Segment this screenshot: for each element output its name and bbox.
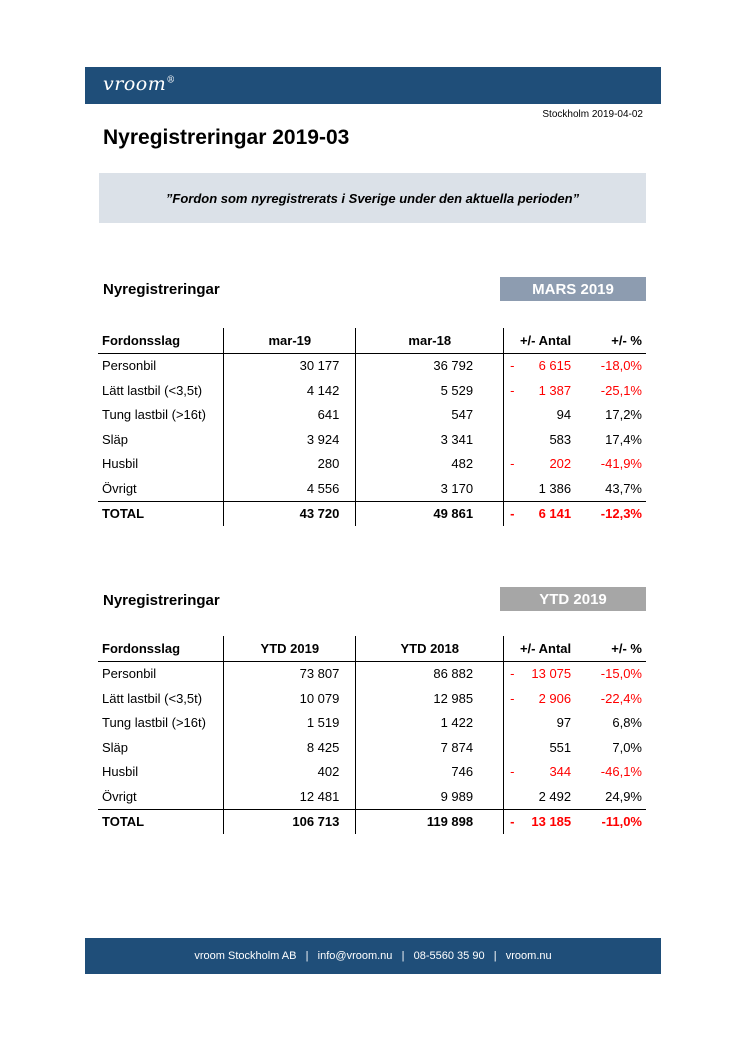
- table-row: [98, 711, 646, 736]
- subtitle-box: [99, 173, 646, 223]
- pct-cell: 6,8%: [612, 715, 642, 731]
- diff-cell: [504, 784, 576, 809]
- table-header-row: [98, 328, 646, 353]
- col-header-previous: YTD 2018: [356, 636, 504, 661]
- diff-cell: [504, 403, 576, 428]
- current-value-cell: 10 079: [224, 686, 356, 711]
- negative-marker: -: [510, 358, 515, 374]
- previous-value-cell: 547: [356, 403, 504, 428]
- period-badge-mars: MARS 2019: [500, 277, 646, 301]
- col-header-diff: +/- Antal: [504, 328, 576, 353]
- pct-cell: 7,0%: [612, 739, 642, 755]
- diff-value: 583: [549, 431, 572, 447]
- table-row: [98, 476, 646, 501]
- vehicle-type-cell: Husbil: [98, 452, 224, 477]
- col-header-pct: +/- %: [575, 328, 646, 353]
- col-header-current: mar-19: [224, 328, 356, 353]
- current-value-cell: 280: [224, 452, 356, 477]
- previous-value-cell: 1 422: [356, 711, 504, 736]
- table-row: [98, 353, 646, 378]
- negative-marker: -: [510, 666, 515, 682]
- pct-cell: -11,0%: [575, 809, 646, 834]
- table-row: [98, 452, 646, 477]
- vehicle-type-cell: Lätt lastbil (<3,5t): [98, 686, 224, 711]
- diff-cell: [504, 760, 576, 785]
- registrations-table-mars: [98, 328, 646, 526]
- previous-value-cell: 119 898: [356, 809, 504, 834]
- vehicle-type-cell: Släp: [98, 427, 224, 452]
- pct-cell: -25,1%: [600, 382, 642, 398]
- pct-cell: 43,7%: [605, 480, 642, 496]
- registrations-table-ytd: [98, 636, 646, 834]
- negative-marker: -: [510, 382, 515, 398]
- col-header-current: YTD 2019: [224, 636, 356, 661]
- diff-value: 344: [549, 764, 572, 780]
- diff-value: 2 906: [538, 690, 572, 706]
- previous-value-cell: 3 341: [356, 427, 504, 452]
- diff-cell: [504, 661, 576, 686]
- pct-cell: -15,0%: [600, 666, 642, 682]
- table-row: [98, 403, 646, 428]
- table-total-row: [98, 809, 646, 834]
- diff-value: 6 141: [538, 506, 572, 522]
- diff-value: 1 386: [538, 480, 572, 496]
- section-title-mars: Nyregistreringar: [103, 281, 220, 298]
- previous-value-cell: 86 882: [356, 661, 504, 686]
- negative-marker: -: [510, 456, 515, 472]
- previous-value-cell: 482: [356, 452, 504, 477]
- previous-value-cell: 49 861: [356, 501, 504, 526]
- table-total-row: [98, 501, 646, 526]
- negative-marker: -: [510, 764, 515, 780]
- previous-value-cell: 12 985: [356, 686, 504, 711]
- diff-value: 13 185: [531, 814, 572, 830]
- diff-cell: [504, 809, 576, 834]
- subtitle-text: ”Fordon som nyregistrerats i Sverige under den aktuella perioden”: [165, 190, 580, 206]
- table-row: [98, 427, 646, 452]
- pct-cell: 24,9%: [605, 788, 642, 804]
- diff-cell: [504, 686, 576, 711]
- table-row: [98, 686, 646, 711]
- pct-cell: -22,4%: [600, 690, 642, 706]
- current-value-cell: 3 924: [224, 427, 356, 452]
- previous-value-cell: 36 792: [356, 353, 504, 378]
- diff-cell: [504, 476, 576, 501]
- pct-cell: -46,1%: [600, 764, 642, 780]
- current-value-cell: 8 425: [224, 735, 356, 760]
- table-row: [98, 378, 646, 403]
- vehicle-type-cell: Tung lastbil (>16t): [98, 711, 224, 736]
- negative-marker: -: [510, 506, 515, 522]
- pct-cell: 17,2%: [605, 407, 642, 423]
- section-title-ytd: Nyregistreringar: [103, 592, 220, 609]
- vehicle-type-cell: Personbil: [98, 353, 224, 378]
- current-value-cell: 4 556: [224, 476, 356, 501]
- col-header-type: Fordonsslag: [98, 636, 224, 661]
- current-value-cell: 43 720: [224, 501, 356, 526]
- previous-value-cell: 5 529: [356, 378, 504, 403]
- pct-cell: -18,0%: [600, 358, 642, 374]
- diff-cell: [504, 452, 576, 477]
- diff-cell: [504, 378, 576, 403]
- vehicle-type-cell: Övrigt: [98, 784, 224, 809]
- page-title: Nyregistreringar 2019-03: [103, 126, 350, 149]
- current-value-cell: 4 142: [224, 378, 356, 403]
- negative-marker: -: [510, 690, 515, 706]
- diff-value: 202: [549, 456, 572, 472]
- current-value-cell: 12 481: [224, 784, 356, 809]
- table-row: [98, 760, 646, 785]
- footer-bar: [85, 938, 661, 974]
- diff-cell: [504, 501, 576, 526]
- pct-cell: -41,9%: [600, 456, 642, 472]
- diff-value: 2 492: [538, 788, 572, 804]
- table-row: [98, 661, 646, 686]
- vehicle-type-cell: Personbil: [98, 661, 224, 686]
- table-row: [98, 735, 646, 760]
- col-header-type: Fordonsslag: [98, 328, 224, 353]
- col-header-pct: +/- %: [575, 636, 646, 661]
- vehicle-type-cell: Tung lastbil (>16t): [98, 403, 224, 428]
- negative-marker: -: [510, 814, 515, 830]
- diff-cell: [504, 711, 576, 736]
- diff-value: 6 615: [538, 358, 572, 374]
- diff-cell: [504, 427, 576, 452]
- col-header-previous: mar-18: [356, 328, 504, 353]
- current-value-cell: 30 177: [224, 353, 356, 378]
- pct-cell: 17,4%: [605, 431, 642, 447]
- vehicle-type-cell: Övrigt: [98, 476, 224, 501]
- previous-value-cell: 9 989: [356, 784, 504, 809]
- table-header-row: [98, 636, 646, 661]
- vroom-logo: vroom®: [103, 73, 176, 95]
- current-value-cell: 402: [224, 760, 356, 785]
- pct-cell: -12,3%: [575, 501, 646, 526]
- diff-value: 13 075: [531, 666, 572, 682]
- diff-value: 1 387: [538, 382, 572, 398]
- vehicle-type-cell: TOTAL: [98, 809, 224, 834]
- header-bar: [85, 67, 661, 104]
- vehicle-type-cell: Husbil: [98, 760, 224, 785]
- current-value-cell: 73 807: [224, 661, 356, 686]
- diff-value: 97: [556, 715, 572, 731]
- vehicle-type-cell: Släp: [98, 735, 224, 760]
- diff-value: 551: [549, 739, 572, 755]
- current-value-cell: 106 713: [224, 809, 356, 834]
- dateline: Stockholm 2019-04-02: [542, 109, 643, 120]
- footer-contact: vroom Stockholm AB | info@vroom.nu | 08-5560 35 90 | vroom.nu: [194, 950, 552, 962]
- diff-cell: [504, 353, 576, 378]
- vehicle-type-cell: TOTAL: [98, 501, 224, 526]
- table-row: [98, 784, 646, 809]
- current-value-cell: 1 519: [224, 711, 356, 736]
- period-badge-ytd: YTD 2019: [500, 587, 646, 611]
- vehicle-type-cell: Lätt lastbil (<3,5t): [98, 378, 224, 403]
- previous-value-cell: 3 170: [356, 476, 504, 501]
- col-header-diff: +/- Antal: [504, 636, 576, 661]
- previous-value-cell: 7 874: [356, 735, 504, 760]
- previous-value-cell: 746: [356, 760, 504, 785]
- current-value-cell: 641: [224, 403, 356, 428]
- diff-value: 94: [556, 407, 572, 423]
- diff-cell: [504, 735, 576, 760]
